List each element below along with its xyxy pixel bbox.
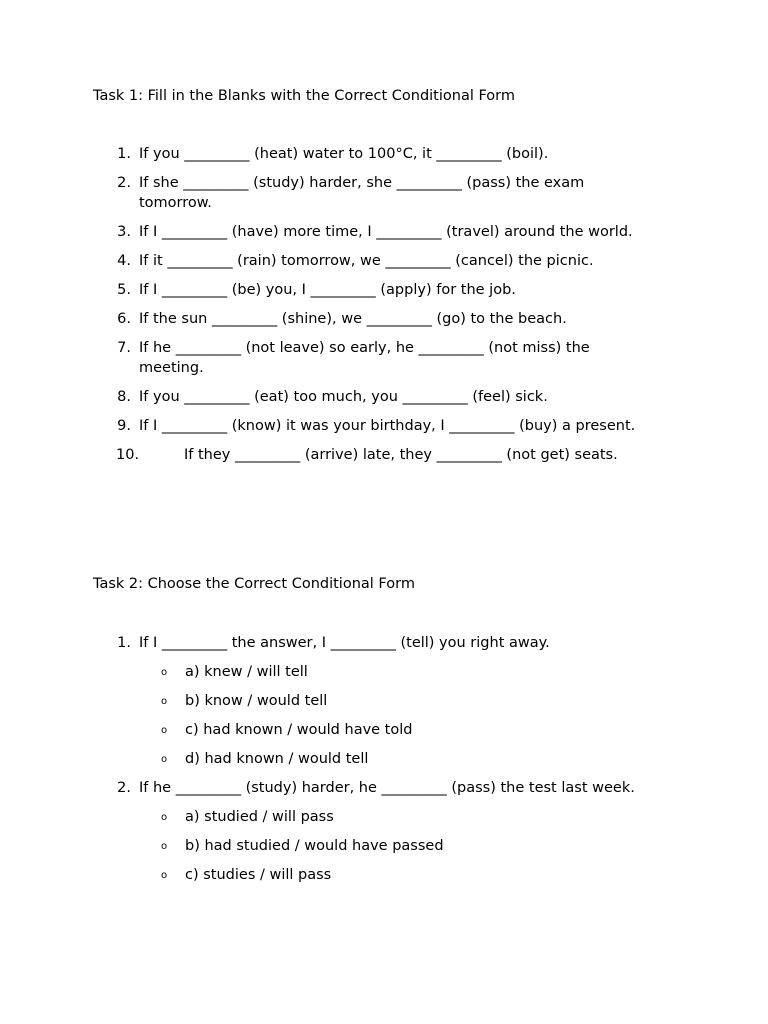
answer-option [0, 691, 768, 711]
answer-options [0, 662, 768, 769]
task1-question [0, 280, 768, 300]
answer-option [0, 807, 768, 827]
task1-question [0, 309, 768, 329]
question-text: If I _________ (be) you, I _________ (apply) for the job. [139, 282, 516, 298]
answer-option [0, 865, 768, 885]
task1-question [0, 416, 768, 436]
question-text: If I _________ (have) more time, I _________ (travel) around the world. [139, 224, 633, 240]
question-text: If he _________ (study) harder, he _________ (pass) the test last week. [139, 780, 635, 796]
question-number: 6. [117, 311, 131, 327]
answer-option-text: b) had studied / would have passed [185, 838, 444, 854]
answer-option-text: a) knew / will tell [185, 664, 308, 680]
question-number: 1. [117, 146, 131, 162]
bullet-icon: o [161, 841, 168, 852]
task1-question [0, 387, 768, 407]
task1-question [0, 445, 768, 465]
answer-option-text: c) studies / will pass [185, 867, 332, 883]
bullet-icon: o [161, 667, 168, 678]
question-number: 10. [116, 447, 140, 463]
task2-question [0, 778, 768, 885]
question-number: 5. [117, 282, 131, 298]
task1-question-list [0, 144, 768, 474]
task2-question-list [0, 633, 768, 894]
bullet-icon: o [161, 754, 168, 765]
question-text: If she _________ (study) harder, she _________ (pass) the exam tomorrow. [139, 175, 585, 211]
question-number: 2. [117, 175, 131, 191]
bullet-icon: o [161, 870, 168, 881]
question-number: 4. [117, 253, 131, 269]
answer-option [0, 749, 768, 769]
task2-heading: Task 2: Choose the Correct Conditional Form [93, 576, 415, 592]
bullet-icon: o [161, 812, 168, 823]
answer-options [0, 807, 768, 885]
task1-question [0, 251, 768, 271]
question-text: If I _________ (know) it was your birthday, I _________ (buy) a present. [139, 418, 636, 434]
answer-option [0, 720, 768, 740]
question-number: 7. [117, 340, 131, 356]
question-text: If he _________ (not leave) so early, he _________ (not miss) the meeting. [139, 340, 590, 376]
question-number: 2. [117, 780, 131, 796]
task1-question [0, 222, 768, 242]
question-number: 3. [117, 224, 131, 240]
task1-question [0, 144, 768, 164]
bullet-icon: o [161, 696, 168, 707]
answer-option-text: b) know / would tell [185, 693, 328, 709]
answer-option [0, 836, 768, 856]
question-number: 1. [117, 635, 131, 651]
question-number: 8. [117, 389, 131, 405]
task1-question [0, 173, 768, 213]
task2-question [0, 633, 768, 769]
bullet-icon: o [161, 725, 168, 736]
question-number: 9. [117, 418, 131, 434]
task1-heading: Task 1: Fill in the Blanks with the Correct Conditional Form [93, 88, 516, 104]
task1-question [0, 338, 768, 378]
answer-option-text: a) studied / will pass [185, 809, 334, 825]
question-text: If you _________ (heat) water to 100°C, it _________ (boil). [139, 146, 549, 162]
question-text: If I _________ the answer, I _________ (tell) you right away. [139, 635, 550, 651]
question-text: If they _________ (arrive) late, they _________ (not get) seats. [184, 447, 618, 463]
answer-option-text: d) had known / would tell [185, 751, 369, 767]
answer-option [0, 662, 768, 682]
question-text: If the sun _________ (shine), we _________ (go) to the beach. [139, 311, 567, 327]
question-text: If it _________ (rain) tomorrow, we _________ (cancel) the picnic. [139, 253, 594, 269]
question-text: If you _________ (eat) too much, you _________ (feel) sick. [139, 389, 548, 405]
answer-option-text: c) had known / would have told [185, 722, 413, 738]
